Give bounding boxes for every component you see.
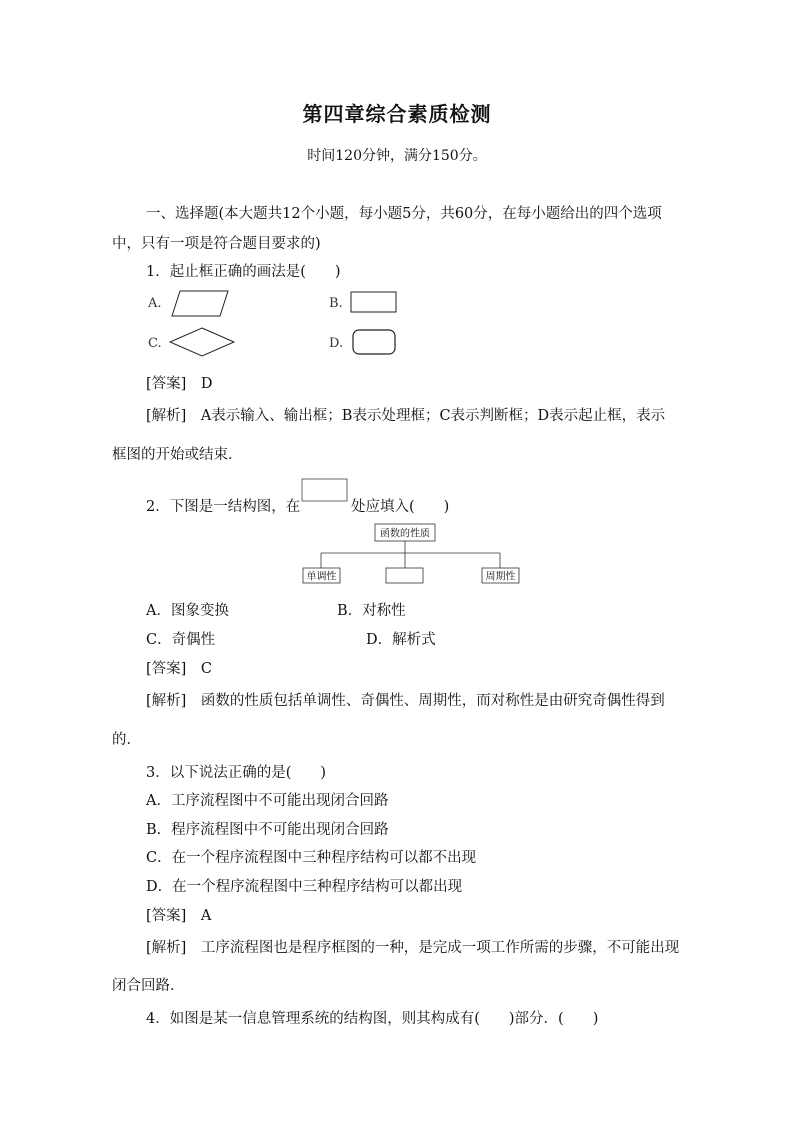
q3-answer: [答案] A — [146, 908, 212, 924]
q2-option-c: C．奇偶性 — [146, 632, 216, 648]
q1-analysis-line2: 框图的开始或结束． — [112, 447, 243, 463]
q3-analysis-line2: 闭合回路． — [112, 978, 185, 994]
q3-option-a: A．工序流程图中不可能出现闭合回路 — [146, 793, 389, 809]
q2-option-a: A．图象变换 — [146, 603, 229, 619]
q1-analysis-line1: [解析] A表示输入、输出框；B表示处理框；C表示判断框；D表示起止框，表示 — [146, 408, 666, 424]
q2-analysis-line1: [解析] 函数的性质包括单调性、奇偶性、周期性，而对称性是由研究奇偶性得到 — [146, 693, 665, 709]
q2-structure-diagram — [300, 522, 524, 586]
q1-shape-rectangle — [350, 291, 398, 315]
q2-answer: [答案] C — [146, 661, 212, 677]
q3-option-c: C．在一个程序流程图中三种程序结构可以都不出现 — [146, 850, 477, 866]
q1-option-d-label: D. — [329, 336, 344, 351]
q3-option-b: B．程序流程图中不可能出现闭合回路 — [146, 822, 389, 838]
q2-analysis-line2: 的． — [112, 732, 141, 748]
q3-analysis-line1: [解析] 工序流程图也是程序框图的一种，是完成一项工作所需的步骤，不可能出现 — [146, 940, 680, 956]
q2-option-b: B．对称性 — [337, 603, 406, 619]
q1-answer: [答案] D — [146, 376, 213, 392]
exam-info: 时间120分钟，满分150分。 — [307, 148, 487, 164]
q2-stem-after: 处应填入( ) — [351, 499, 450, 515]
section-heading-line1: 一、选择题(本大题共12个小题，每小题5分，共60分，在每小题给出的四个选项 — [146, 206, 662, 222]
q1-shape-parallelogram — [170, 290, 230, 318]
q1-option-a-label: A. — [148, 296, 162, 311]
diagram-child-label-3: 周期性 — [485, 571, 516, 583]
q1-shape-rounded-rect — [352, 329, 398, 357]
page-title: 第四章综合素质检测 — [302, 102, 492, 126]
q2-blank-box — [301, 478, 349, 504]
q3-stem: 3．以下说法正确的是( ) — [146, 765, 327, 781]
q2-option-d: D．解析式 — [366, 632, 436, 648]
diagram-child-label-1: 单调性 — [306, 571, 337, 583]
diagram-child-box-blank — [386, 568, 423, 583]
q1-option-c-label: C. — [148, 336, 162, 351]
q3-option-d: D．在一个程序流程图中三种程序结构可以都出现 — [146, 879, 463, 895]
diagram-root-label: 函数的性质 — [380, 528, 430, 540]
section-heading-line2: 中，只有一项是符合题目要求的) — [112, 236, 321, 252]
q1-stem: 1．起止框正确的画法是( ) — [146, 264, 341, 280]
q1-shape-diamond — [168, 327, 236, 359]
q1-option-b-label: B. — [329, 296, 343, 311]
q4-stem: 4．如图是某一信息管理系统的结构图，则其构成有( )部分．( ) — [146, 1011, 599, 1027]
q2-stem-before: 2．下图是一结构图，在 — [146, 499, 301, 515]
